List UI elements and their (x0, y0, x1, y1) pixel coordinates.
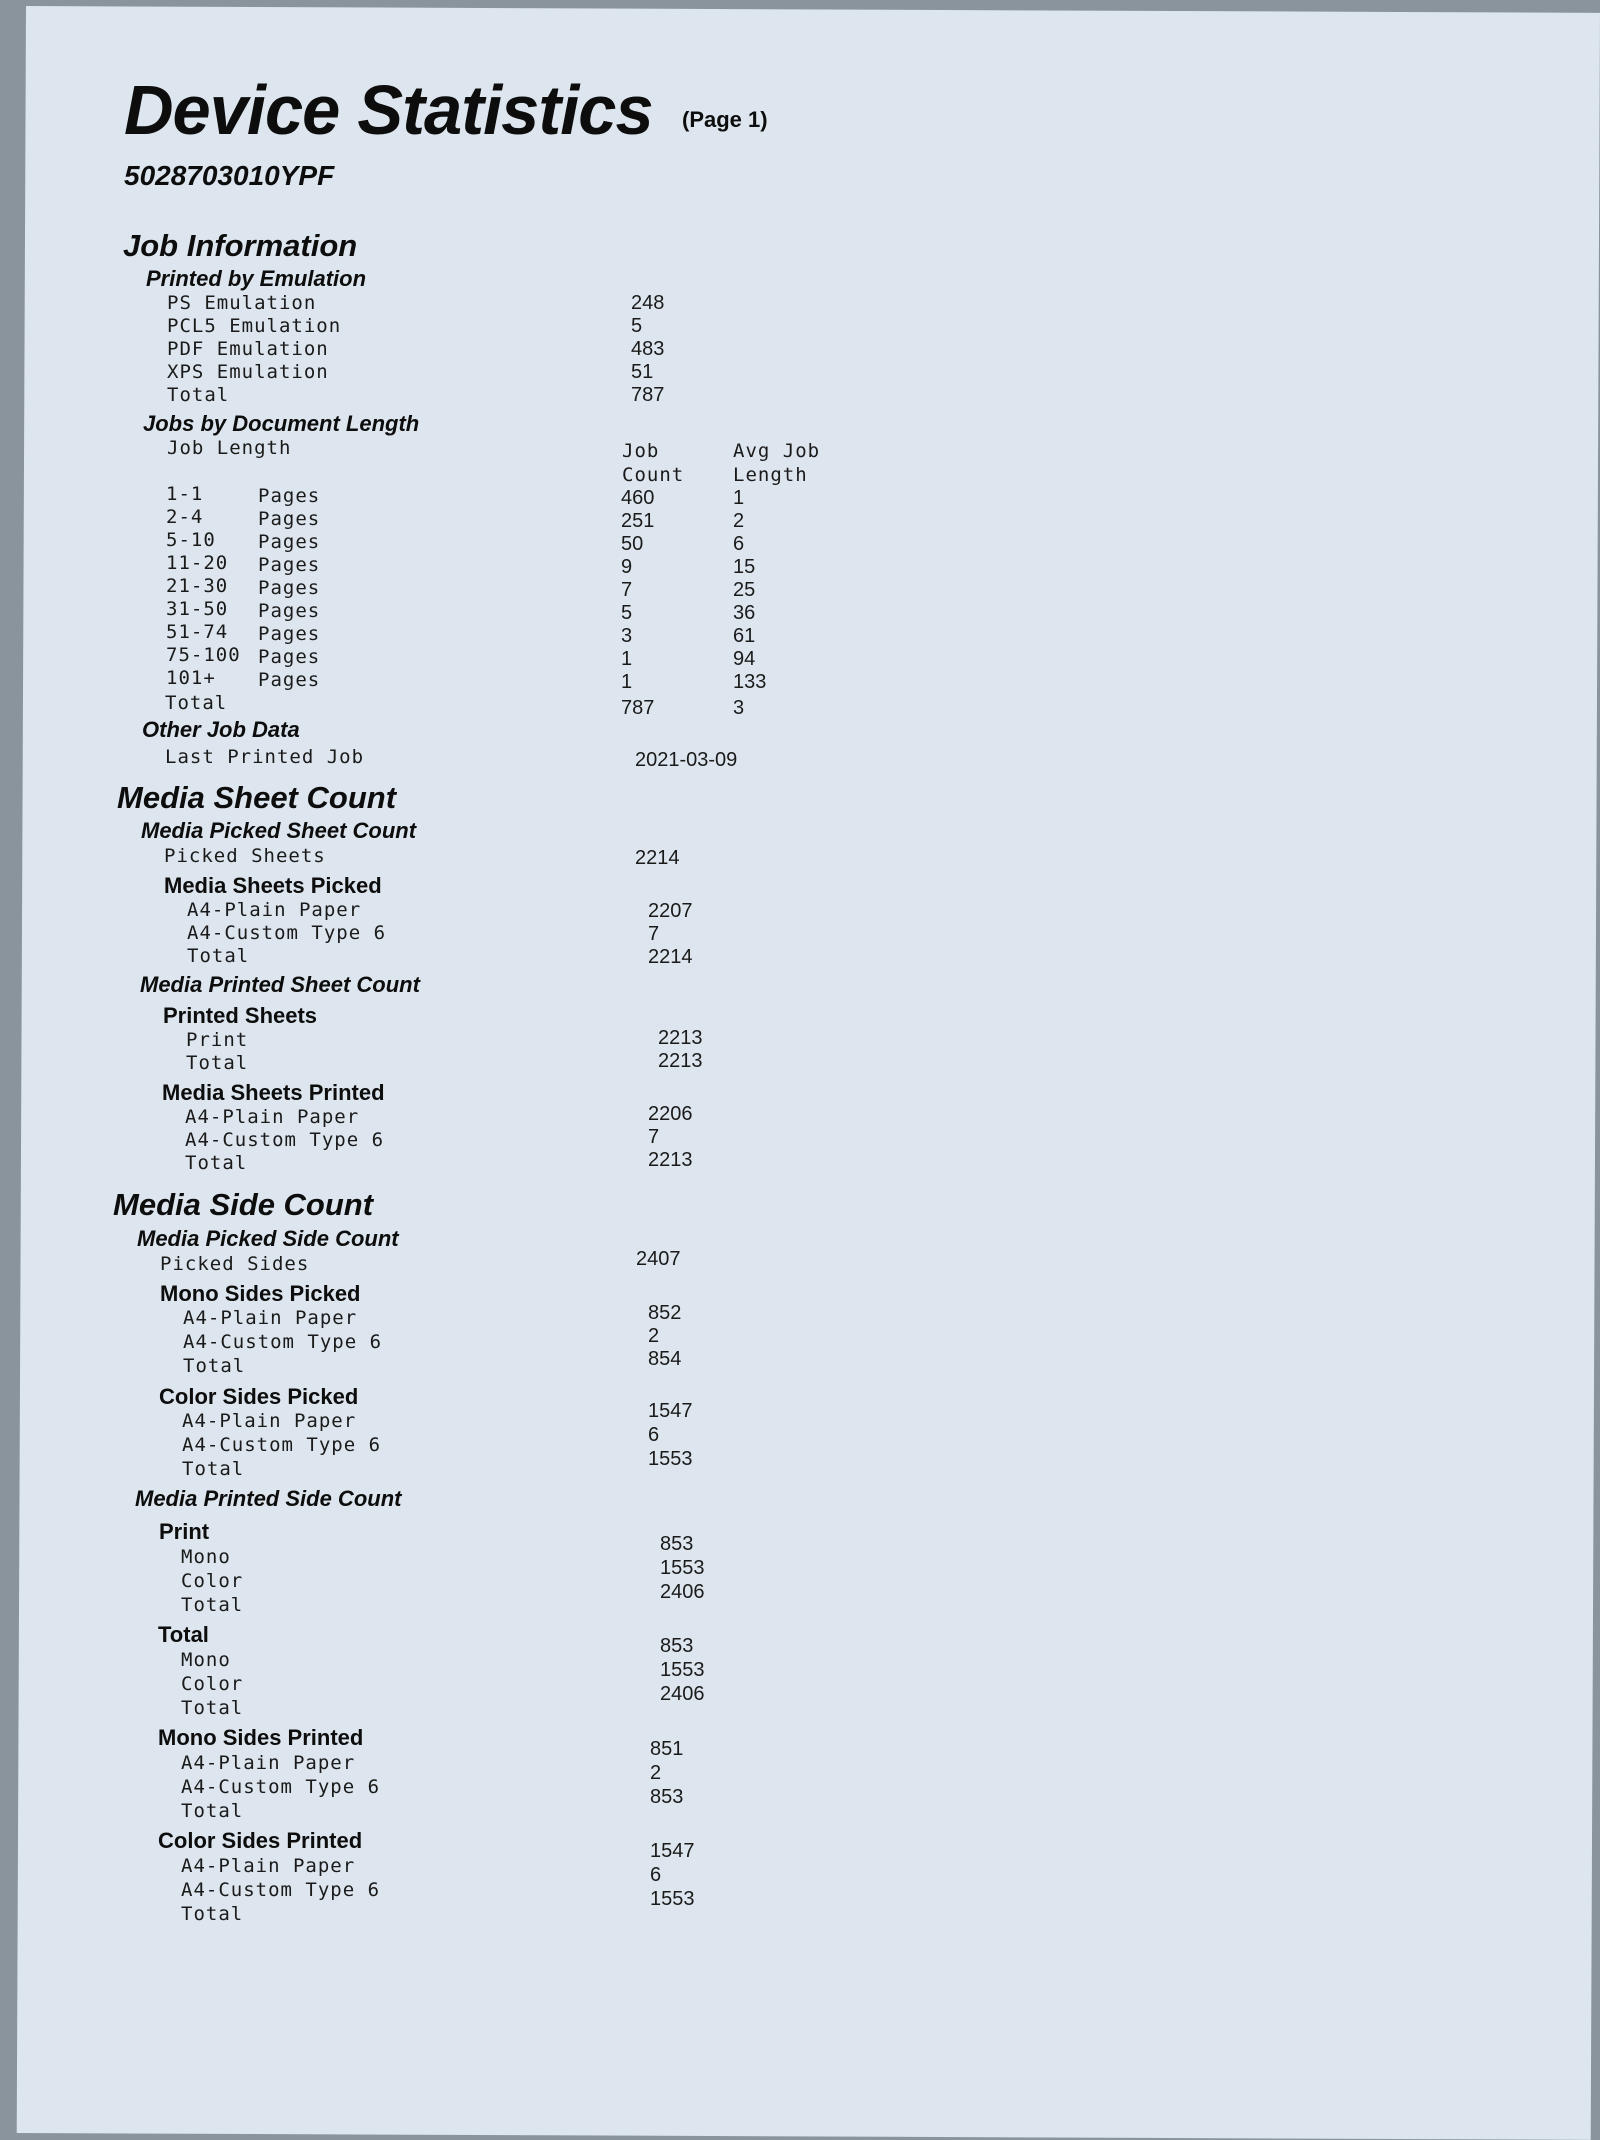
row-label: Total (183, 1355, 246, 1377)
row-label: PDF Emulation (167, 338, 329, 360)
page-range: 21-30 (166, 575, 229, 597)
column-header-job-count: Job (622, 440, 660, 462)
row-label: Picked Sides (160, 1253, 310, 1275)
job-count: 1 (621, 648, 633, 670)
group-heading: Color Sides Picked (159, 1384, 359, 1409)
job-count: 7 (621, 579, 633, 601)
page-unit: Pages (258, 508, 321, 530)
row-label: Total (185, 1152, 248, 1174)
row-label: Total (187, 945, 250, 967)
page-unit: Pages (258, 646, 321, 668)
page-range: 11-20 (166, 552, 229, 574)
row-value: 854 (648, 1348, 682, 1370)
subsection-heading-printed-sheet-count: Media Printed Sheet Count (140, 972, 420, 997)
job-count: 3 (621, 625, 633, 647)
row-value: 1553 (660, 1557, 705, 1579)
row-label: A4-Custom Type 6 (182, 1434, 382, 1456)
row-value: 1547 (648, 1400, 693, 1422)
subsection-heading-picked-sheet-count: Media Picked Sheet Count (141, 818, 417, 843)
page-title: Device Statistics (124, 71, 653, 149)
group-heading: Color Sides Printed (158, 1828, 363, 1853)
page-number: (Page 1) (682, 107, 768, 132)
section-heading-media-side-count: Media Side Count (113, 1187, 374, 1222)
group-heading: Media Sheets Picked (164, 873, 382, 898)
job-count: 251 (621, 510, 655, 532)
avg-job-length: 94 (733, 648, 756, 670)
avg-job-length: 36 (733, 602, 756, 624)
row-label: Total (181, 1903, 244, 1925)
row-label: Last Printed Job (165, 746, 365, 768)
avg-job-length: 2 (733, 510, 745, 532)
row-label: A4-Plain Paper (187, 899, 362, 921)
avg-job-length: 6 (733, 533, 745, 555)
row-value: 2406 (660, 1683, 705, 1705)
row-value: 853 (660, 1635, 694, 1657)
job-count-total: 787 (621, 697, 655, 719)
page-range: 101+ (166, 667, 216, 689)
row-value: 852 (648, 1302, 682, 1324)
row-label: A4-Plain Paper (181, 1855, 356, 1877)
row-value: 6 (648, 1424, 660, 1446)
section-heading-media-sheet-count: Media Sheet Count (117, 780, 397, 815)
section-heading-job-information: Job Information (123, 228, 358, 263)
row-label: A4-Custom Type 6 (181, 1879, 381, 1901)
column-header-job-count: Count (622, 464, 685, 486)
row-value: 2 (650, 1762, 662, 1784)
row-label: A4-Plain Paper (182, 1410, 357, 1432)
row-label: A4-Custom Type 6 (187, 922, 387, 944)
row-label: Color (181, 1570, 244, 1592)
row-label: PS Emulation (167, 292, 317, 314)
row-value: 2213 (658, 1027, 703, 1049)
avg-job-length: 25 (733, 579, 756, 601)
row-value: 2214 (635, 847, 680, 869)
row-label: A4-Custom Type 6 (185, 1129, 385, 1151)
job-count: 460 (621, 487, 655, 509)
job-count: 1 (621, 671, 633, 693)
group-heading: Total (158, 1622, 209, 1647)
page-range: 1-1 (166, 483, 204, 505)
row-label: Total (181, 1800, 244, 1822)
subsection-heading-other-job-data: Other Job Data (142, 717, 300, 742)
page-unit: Pages (258, 669, 321, 691)
subsection-heading-doc-length: Jobs by Document Length (143, 411, 420, 436)
group-heading: Print (159, 1519, 210, 1544)
row-label: Total (186, 1052, 249, 1074)
row-value: 1547 (650, 1840, 695, 1862)
group-heading: Mono Sides Printed (158, 1725, 364, 1750)
avg-job-length: 133 (733, 671, 767, 693)
last-printed-job-date: 2021-03-09 (635, 749, 738, 771)
page-unit: Pages (258, 485, 321, 507)
row-value: 6 (650, 1864, 662, 1886)
device-serial: 5028703010YPF (124, 160, 335, 191)
row-value: 2207 (648, 900, 693, 922)
page-range: 5-10 (166, 529, 216, 551)
row-label: A4-Plain Paper (181, 1752, 356, 1774)
row-label: Mono (181, 1649, 231, 1671)
row-label: A4-Plain Paper (185, 1106, 360, 1128)
row-value: 483 (631, 338, 665, 360)
column-header-job-length: Job Length (167, 437, 292, 459)
page-unit: Pages (258, 577, 321, 599)
row-label: Print (186, 1029, 249, 1051)
page-range: 31-50 (166, 598, 229, 620)
row-value: 5 (631, 315, 643, 337)
row-value: 1553 (650, 1888, 695, 1910)
page-unit: Pages (258, 623, 321, 645)
page-range: 51-74 (166, 621, 229, 643)
row-value: 248 (631, 292, 665, 314)
row-label: PCL5 Emulation (167, 315, 342, 337)
page-range: 2-4 (166, 506, 204, 528)
row-label: Picked Sheets (164, 845, 326, 867)
subsection-heading-picked-side-count: Media Picked Side Count (137, 1226, 399, 1251)
row-value: 2 (648, 1325, 660, 1347)
page-range: 75-100 (166, 644, 241, 666)
row-label: Total (182, 1458, 245, 1480)
row-value: 1553 (648, 1448, 693, 1470)
row-value: 2406 (660, 1581, 705, 1603)
row-value: 7 (648, 1126, 660, 1148)
avg-job-length: 1 (733, 487, 745, 509)
avg-job-length: 61 (733, 625, 756, 647)
row-value: 2214 (648, 946, 693, 968)
row-label: Total (165, 692, 228, 714)
job-count: 5 (621, 602, 633, 624)
row-label: A4-Custom Type 6 (183, 1331, 383, 1353)
group-heading: Media Sheets Printed (162, 1080, 385, 1105)
subsection-heading-printed-side-count: Media Printed Side Count (135, 1486, 402, 1511)
row-value: 787 (631, 384, 665, 406)
page-unit: Pages (258, 554, 321, 576)
row-label: Total (181, 1697, 244, 1719)
page-unit: Pages (258, 531, 321, 553)
row-value: 2213 (658, 1050, 703, 1072)
row-value: 851 (650, 1738, 684, 1760)
row-label: A4-Plain Paper (183, 1307, 358, 1329)
row-label: A4-Custom Type 6 (181, 1776, 381, 1798)
row-value: 51 (631, 361, 654, 383)
row-value: 853 (650, 1786, 684, 1808)
page-unit: Pages (258, 600, 321, 622)
subsection-heading-emulation: Printed by Emulation (146, 266, 367, 291)
column-header-avg-length: Avg Job (733, 440, 821, 462)
row-label: Total (181, 1594, 244, 1616)
row-label: Mono (181, 1546, 231, 1568)
row-value: 2206 (648, 1103, 693, 1125)
row-value: 853 (660, 1533, 694, 1555)
avg-job-length-total: 3 (733, 697, 745, 719)
row-value: 2213 (648, 1149, 693, 1171)
row-value: 2407 (636, 1248, 681, 1270)
row-label: Color (181, 1673, 244, 1695)
row-value: 7 (648, 923, 660, 945)
row-label: Total (167, 384, 230, 406)
group-heading: Mono Sides Picked (160, 1281, 361, 1306)
row-label: XPS Emulation (167, 361, 329, 383)
group-heading: Printed Sheets (163, 1003, 318, 1028)
column-header-avg-length: Length (733, 464, 808, 486)
job-count: 50 (621, 533, 644, 555)
avg-job-length: 15 (733, 556, 756, 578)
row-value: 1553 (660, 1659, 705, 1681)
job-count: 9 (621, 556, 633, 578)
